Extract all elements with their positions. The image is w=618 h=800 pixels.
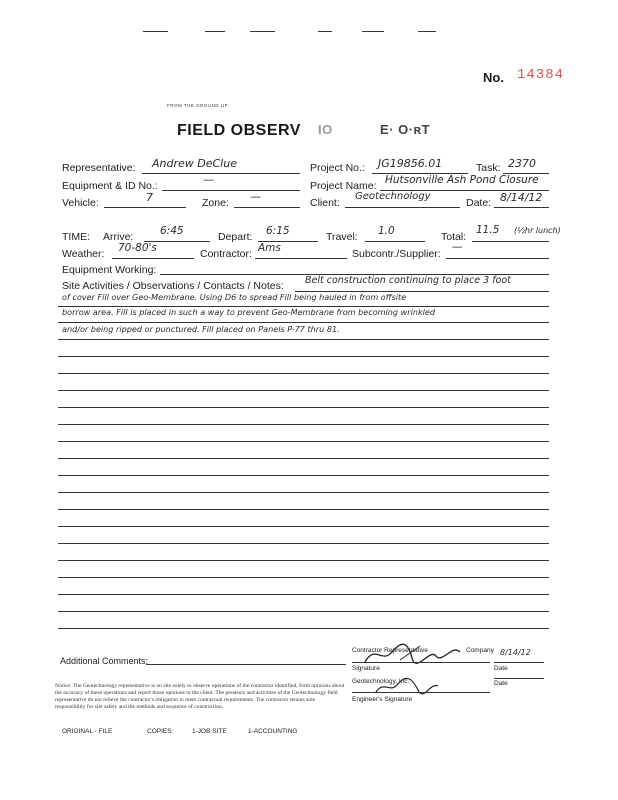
scan-artifact-dash <box>362 31 384 32</box>
company-label: Company <box>466 647 494 654</box>
travel-value[interactable]: 1.0 <box>378 225 395 237</box>
contractor-label: Contractor: <box>200 248 252 260</box>
geotech-label: Geotechnology, Inc. <box>352 678 410 685</box>
representative-line <box>142 173 300 174</box>
accounting-label: 1-ACCOUNTING <box>248 728 298 735</box>
depart-value[interactable]: 6:15 <box>266 225 290 237</box>
project-name-value[interactable]: Hutsonville Ash Pond Closure <box>385 174 539 186</box>
total-note: (½hr lunch) <box>514 226 561 235</box>
blank-rule <box>58 373 549 374</box>
project-name-label: Project Name: <box>310 180 377 192</box>
representative-label: Representative: <box>62 162 136 174</box>
report-no: 14384 <box>517 67 565 83</box>
subcontr-value[interactable]: — <box>452 241 463 253</box>
project-no-value[interactable]: JG19856.01 <box>378 157 443 170</box>
contractor-rep-label: Contractor Representative <box>352 647 428 654</box>
blank-rule <box>58 611 549 612</box>
additional-comments-line <box>146 664 346 665</box>
scan-artifact-dash <box>143 31 168 32</box>
blank-rule <box>58 407 549 408</box>
notes-line-2[interactable]: of cover Fill over Geo-Membrane. Using D6 to spread Fill being hauled in from offsite <box>62 292 407 302</box>
date-value[interactable]: 8/14/12 <box>500 191 543 204</box>
vehicle-value[interactable]: 7 <box>146 191 153 204</box>
task-label: Task: <box>476 162 501 174</box>
company-date: 8/14/12 <box>500 648 531 657</box>
contractor-value[interactable]: Ams <box>258 242 281 254</box>
vehicle-label: Vehicle: <box>62 197 99 209</box>
signature-label: Signature <box>352 665 380 672</box>
blank-rule <box>58 475 549 476</box>
engineer-signature-line <box>352 692 490 693</box>
report-no-label: No. <box>483 70 504 85</box>
original-label: ORIGINAL - FILE <box>62 728 113 735</box>
blank-rule <box>58 390 549 391</box>
blank-rule <box>58 356 549 357</box>
blank-rule <box>58 441 549 442</box>
blank-rule <box>58 543 549 544</box>
travel-line <box>365 241 425 242</box>
tagline: FROM THE GROUND UP <box>167 103 229 108</box>
scan-artifact-dash <box>205 31 225 32</box>
time-label: TIME: <box>62 231 90 243</box>
arrive-label: Arrive: <box>103 231 134 243</box>
blank-rule <box>58 577 549 578</box>
equipment-value[interactable]: — <box>203 173 214 186</box>
client-line <box>345 207 460 208</box>
weather-line <box>112 258 194 259</box>
notes-rule <box>58 339 549 340</box>
representative-value[interactable]: Andrew DeClue <box>152 157 237 170</box>
equipment-working-label: Equipment Working: <box>62 264 157 276</box>
notes-rule <box>58 322 549 323</box>
depart-label: Depart: <box>218 231 253 243</box>
scan-artifact-dash <box>418 31 436 32</box>
scan-artifact-dash <box>250 31 275 32</box>
blank-rule <box>58 628 549 629</box>
title-fragment: IO <box>318 122 333 137</box>
zone-line <box>234 207 300 208</box>
task-value[interactable]: 2370 <box>508 157 536 170</box>
blank-rule <box>58 458 549 459</box>
arrive-value[interactable]: 6:45 <box>160 225 184 237</box>
notes-line-1[interactable]: Belt construction continuing to place 3 foot <box>305 275 511 286</box>
blank-rule <box>58 492 549 493</box>
notes-line-4[interactable]: and/or being ripped or punctured. Fill placed on Panels P-77 thru 81. <box>62 324 340 334</box>
blank-rule <box>58 594 549 595</box>
notes-line-3[interactable]: borrow area. Fill is placed in such a way to prevent Geo-Membrane from becoming wrinkled <box>62 307 436 317</box>
total-line <box>472 241 549 242</box>
blank-rule <box>58 424 549 425</box>
project-no-label: Project No.: <box>310 162 365 174</box>
blank-rule <box>58 526 549 527</box>
contractor-signature-scribble <box>360 638 470 668</box>
date-label: Date: <box>466 197 492 209</box>
contractor-line <box>255 258 347 259</box>
engineer-signature-label: Engineer's Signature <box>352 696 413 703</box>
client-value[interactable]: Geotechnology <box>355 191 431 202</box>
engineer-signature-scribble <box>372 676 442 696</box>
subcontr-label: Subcontr./Supplier: <box>352 248 441 260</box>
travel-label: Travel: <box>326 231 358 243</box>
title-fragment: E· O·ʀT <box>380 122 431 137</box>
copies-label: COPIES: <box>147 728 174 735</box>
engineer-date-line <box>494 678 544 679</box>
scan-artifact-dash <box>318 31 332 32</box>
zone-value[interactable]: — <box>250 190 261 203</box>
date-label-2: Date <box>494 680 508 687</box>
company-date-line <box>494 662 544 663</box>
date-line <box>494 207 549 208</box>
page-title: FIELD OBSERV <box>177 122 301 139</box>
client-label: Client: <box>310 197 340 209</box>
subcontr-line <box>446 258 549 259</box>
equipment-label: Equipment & ID No.: <box>62 180 158 192</box>
contractor-signature-line <box>352 662 490 663</box>
vehicle-line <box>104 207 186 208</box>
weather-value[interactable]: 70-80's <box>118 242 157 254</box>
notice-text: Notice: The Geotechnology representative is on site solely to observe operations of the contractor identified, form opinions about the accuracy of these operations and report those opinions to the client. The presence and activities of the Geotechnology field representative do not relieve the contractor's obligation to meet contractual requirements. The contractor retains sole responsibility for site safety and the methods and sequence of construction. <box>55 683 345 710</box>
blank-rule <box>58 509 549 510</box>
additional-comments-label: Additional Comments: <box>60 656 149 666</box>
total-label: Total: <box>441 231 467 243</box>
job-site-label: 1-JOB SITE <box>192 728 227 735</box>
blank-rule <box>58 560 549 561</box>
equipment-line <box>162 190 300 191</box>
total-value[interactable]: 11.5 <box>476 224 500 236</box>
zone-label: Zone: <box>202 197 229 209</box>
notes-label: Site Activities / Observations / Contacts / Notes: <box>62 280 284 292</box>
weather-label: Weather: <box>62 248 105 260</box>
date-label-1: Date <box>494 665 508 672</box>
